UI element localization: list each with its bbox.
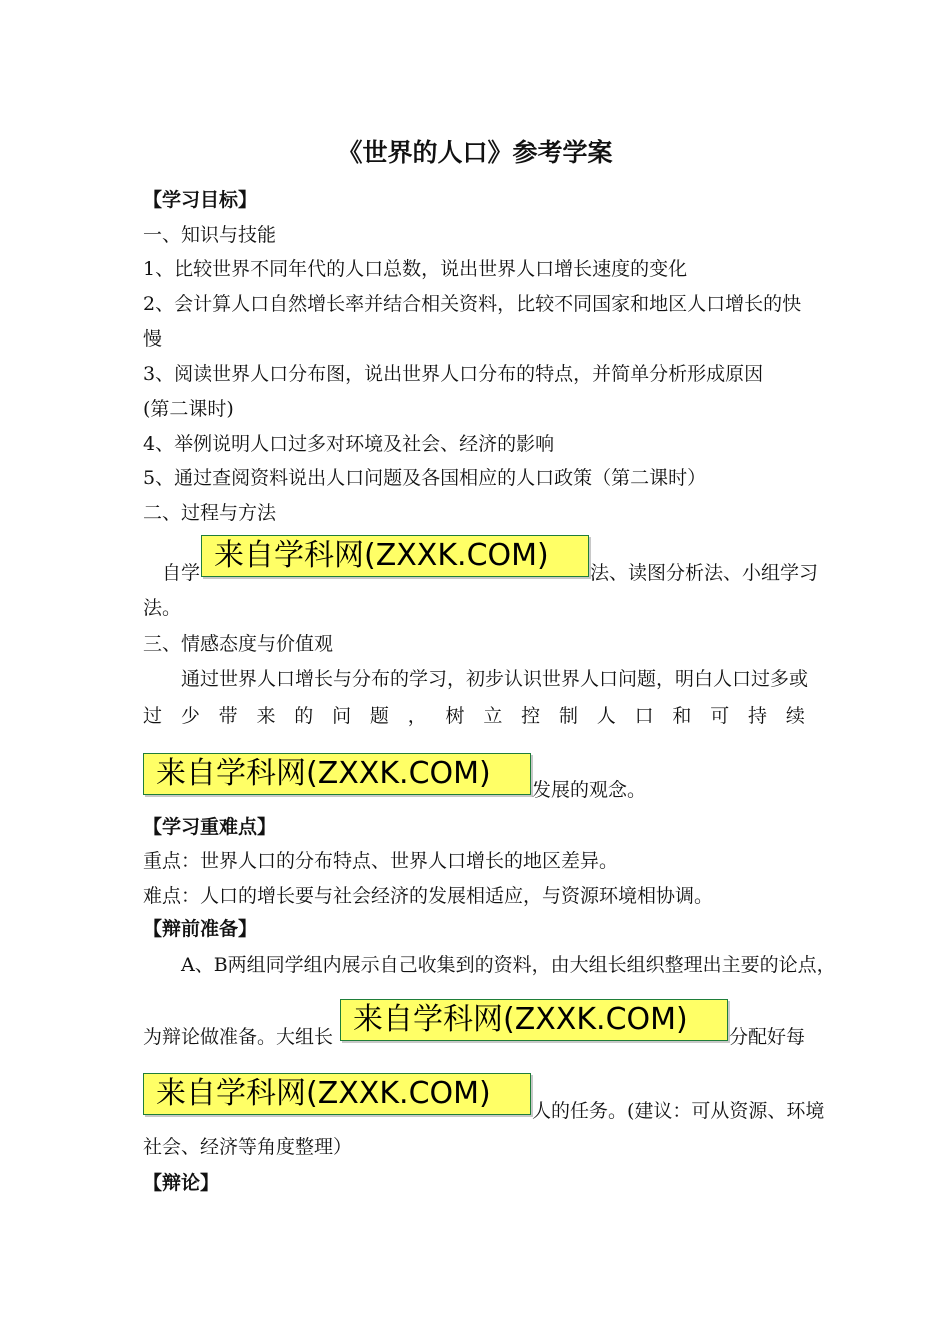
values-line-2-char: 少 (180, 705, 200, 727)
prep-line-2-suffix: 分配好每 (729, 1026, 806, 1048)
method-suffix: 法、读图分析法、小组学习 (590, 562, 819, 584)
prep-line-4: 社会、经济等角度整理） (143, 1136, 353, 1158)
values-line-3: 发展的观念。 (532, 779, 647, 801)
values-line-2-char: 问 (332, 705, 352, 727)
values-line-2-char: 立 (483, 705, 503, 727)
values-line-1: 通过世界人口增长与分布的学习，初步认识世界人口问题，明白人口过多或 (181, 668, 809, 690)
values-line-2-char: 树 (445, 705, 465, 727)
values-line-2-char: 持 (748, 705, 768, 727)
prep-line-3-suffix: 人的任务。(建议：可从资源、环境 (532, 1100, 825, 1122)
prep-line-2-prefix: 为辩论做准备。大组长 (143, 1026, 334, 1048)
values-line-2 (143, 704, 805, 728)
watermark-stamp: 来自学科网(ZXXK.COM) (143, 753, 531, 795)
document-title: 《世界的人口》参考学案 (337, 138, 613, 167)
goal-item-2: 2、会计算人口自然增长率并结合相关资料，比较不同国家和地区人口增长的快 (143, 293, 802, 315)
watermark-stamp: 来自学科网(ZXXK.COM) (201, 535, 589, 577)
values-line-2-char: 题 (369, 705, 389, 727)
values-line-2-char: 和 (672, 705, 692, 727)
goal-item-3-cont: (第二课时) (143, 398, 234, 420)
prep-line-1: A、B两组同学组内展示自己收集到的资料，由大组长组织整理出主要的论点， (181, 954, 836, 976)
goal-item-4: 4、举例说明人口过多对环境及社会、经济的影响 (143, 433, 555, 455)
watermark-stamp: 来自学科网(ZXXK.COM) (143, 1073, 531, 1115)
key-point: 重点：世界人口的分布特点、世界人口增长的地区差异。 (143, 850, 619, 872)
values-line-2-char: 口 (634, 705, 654, 727)
values-line-2-char: 人 (596, 705, 616, 727)
values-line-2-char: ， (407, 705, 427, 727)
heading-debate-prep: 【辩前准备】 (143, 918, 258, 940)
difficult-point: 难点：人口的增长要与社会经济的发展相适应，与资源环境相协调。 (143, 885, 714, 907)
method-prefix: 自学 (162, 562, 201, 584)
heading-debate: 【辩论】 (143, 1172, 220, 1194)
heading-knowledge-skills: 一、知识与技能 (143, 224, 277, 246)
values-line-2-char: 续 (785, 705, 805, 727)
watermark-stamp: 来自学科网(ZXXK.COM) (340, 999, 728, 1041)
heading-attitude-values: 三、情感态度与价值观 (143, 633, 334, 655)
values-line-2-char: 可 (710, 705, 730, 727)
values-line-2-char: 的 (294, 705, 314, 727)
heading-process-method: 二、过程与方法 (143, 502, 277, 524)
values-line-2-char: 过 (143, 705, 163, 727)
goal-item-5: 5、通过查阅资料说出人口问题及各国相应的人口政策（第二课时） (143, 467, 707, 489)
heading-key-difficult: 【学习重难点】 (143, 816, 277, 838)
goal-item-1: 1、比较世界不同年代的人口总数，说出世界人口增长速度的变化 (143, 258, 688, 280)
values-line-2-char: 制 (558, 705, 578, 727)
values-line-2-char: 控 (521, 705, 541, 727)
values-line-2-char: 来 (256, 705, 276, 727)
heading-goals: 【学习目标】 (143, 189, 258, 211)
goal-item-2-cont: 慢 (143, 328, 163, 350)
method-end: 法。 (143, 597, 182, 619)
goal-item-3: 3、阅读世界人口分布图，说出世界人口分布的特点，并简单分析形成原因 (143, 363, 764, 385)
values-line-2-char: 带 (218, 705, 238, 727)
